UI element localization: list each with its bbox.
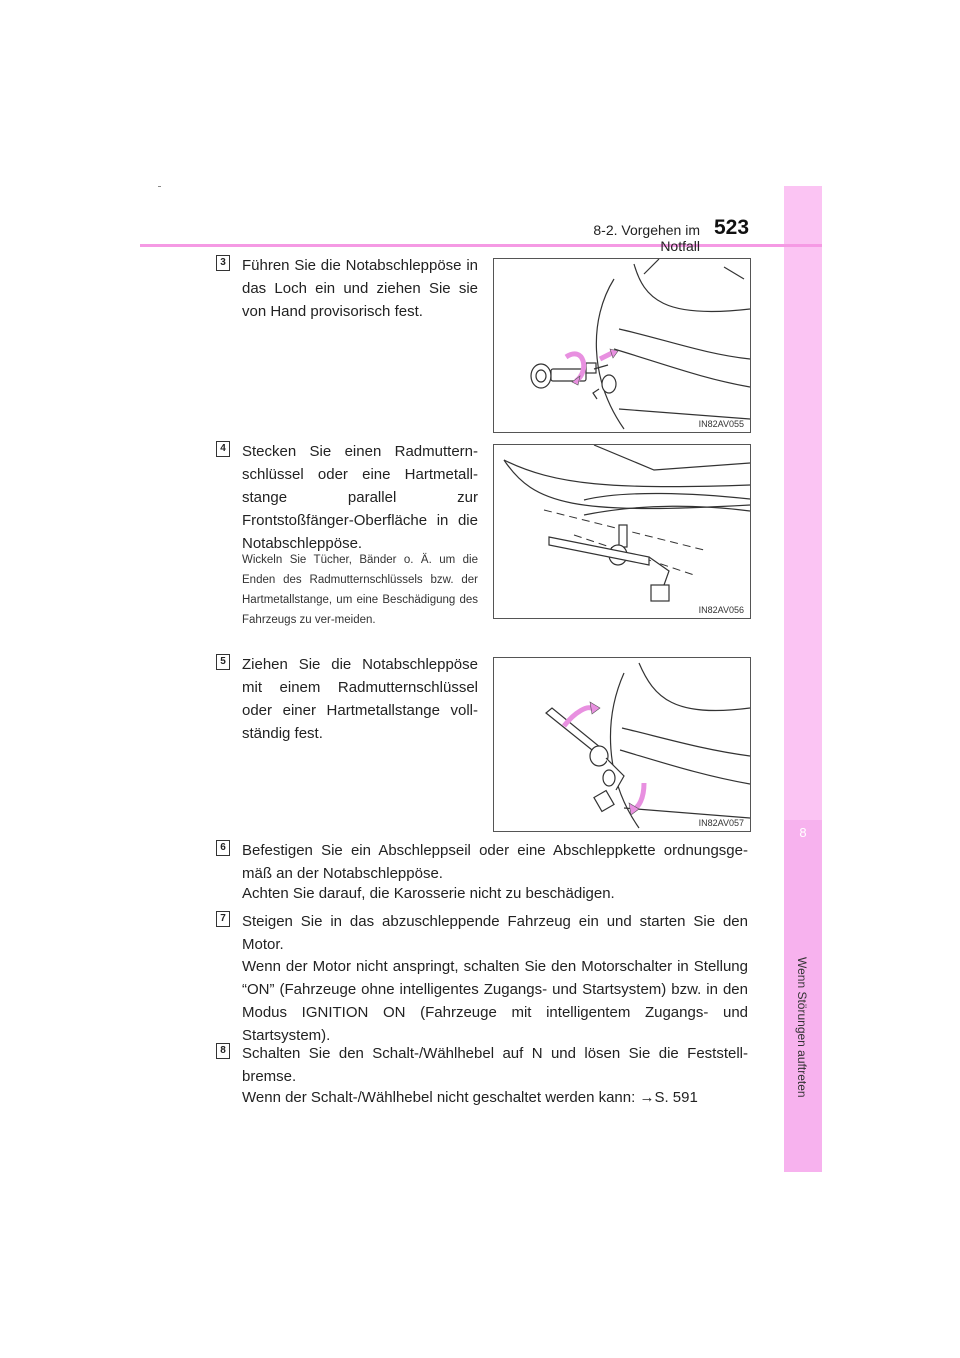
step-8-subtext-body: Wenn der Schalt-/Wählhebel nicht geschaltet werden kann: [242, 1089, 640, 1106]
chapter-title: Wenn Störungen auftreten [795, 957, 809, 1098]
step-4-note: Wickeln Sie Tücher, Bänder o. Ä. um die Enden des Radmutternschlüssels bzw. der Hartmetallstange, um eine Beschädigung des Fahrzeugs zu ver-meiden. [242, 554, 478, 626]
tighten-tow-eye-illustration [494, 658, 750, 831]
crop-mark [158, 186, 161, 187]
step-7-badge: 7 [216, 911, 230, 927]
step-6-text: Befestigen Sie ein Abschleppseil oder eine Abschleppkette ordnungsge-mäß an der Notabschleppöse. [242, 842, 748, 882]
figure-code: IN82AV055 [698, 419, 744, 429]
section-title: 8-2. Vorgehen im Notfall [593, 222, 700, 254]
step-6-badge: 6 [216, 840, 230, 856]
step-8-subtext [242, 1086, 748, 1109]
step-3-text: Führen Sie die Notabschleppöse in das Loch ein und ziehen Sie sie von Hand provisorisch fest. [242, 257, 478, 320]
step-4-badge: 4 [216, 441, 230, 457]
step-7-text: Steigen Sie in das abzuschleppende Fahrzeug ein und starten Sie den Motor. [242, 913, 748, 953]
figure-step-4 [493, 444, 751, 619]
chapter-number: 8 [799, 825, 807, 840]
step-7-subtext: Wenn der Motor nicht anspringt, schalten Sie den Motorschalter in Stellung “ON” (Fahrzeuge ohne intelligentes Zugangs- und Startsystem) bzw. in den Modus IGNITION ON (Fahrzeuge mit intelligentem Zugangs- und Startsystem). [242, 958, 748, 1044]
figure-step-5 [493, 657, 751, 832]
step-5-badge: 5 [216, 654, 230, 670]
step-5-text: Ziehen Sie die Notabschleppöse mit einem Radmutternschlüssel oder einer Hartmetallstange voll-ständig fest. [242, 656, 478, 742]
page-number: 523 [714, 216, 750, 239]
header-rule [140, 244, 822, 247]
page-reference-link[interactable]: →S. 591 [639, 1089, 698, 1106]
step-3-badge: 3 [216, 255, 230, 271]
step-8-badge: 8 [216, 1043, 230, 1059]
step-4-text: Stecken Sie einen Radmuttern-schlüssel oder eine Hartmetall-stange parallel zur Frontstoßfänger-Oberfläche in die Notabschleppöse. [242, 443, 478, 552]
figure-code: IN82AV056 [698, 605, 744, 615]
step-6-subtext: Achten Sie darauf, die Karosserie nicht zu beschädigen. [242, 885, 615, 902]
step-8-text: Schalten Sie den Schalt-/Wählhebel auf N und lösen Sie die Feststell-bremse. [242, 1045, 748, 1085]
figure-step-3 [493, 258, 751, 433]
tow-eye-insert-illustration [494, 259, 750, 432]
figure-code: IN82AV057 [698, 818, 744, 828]
wrench-in-tow-eye-illustration [494, 445, 750, 618]
